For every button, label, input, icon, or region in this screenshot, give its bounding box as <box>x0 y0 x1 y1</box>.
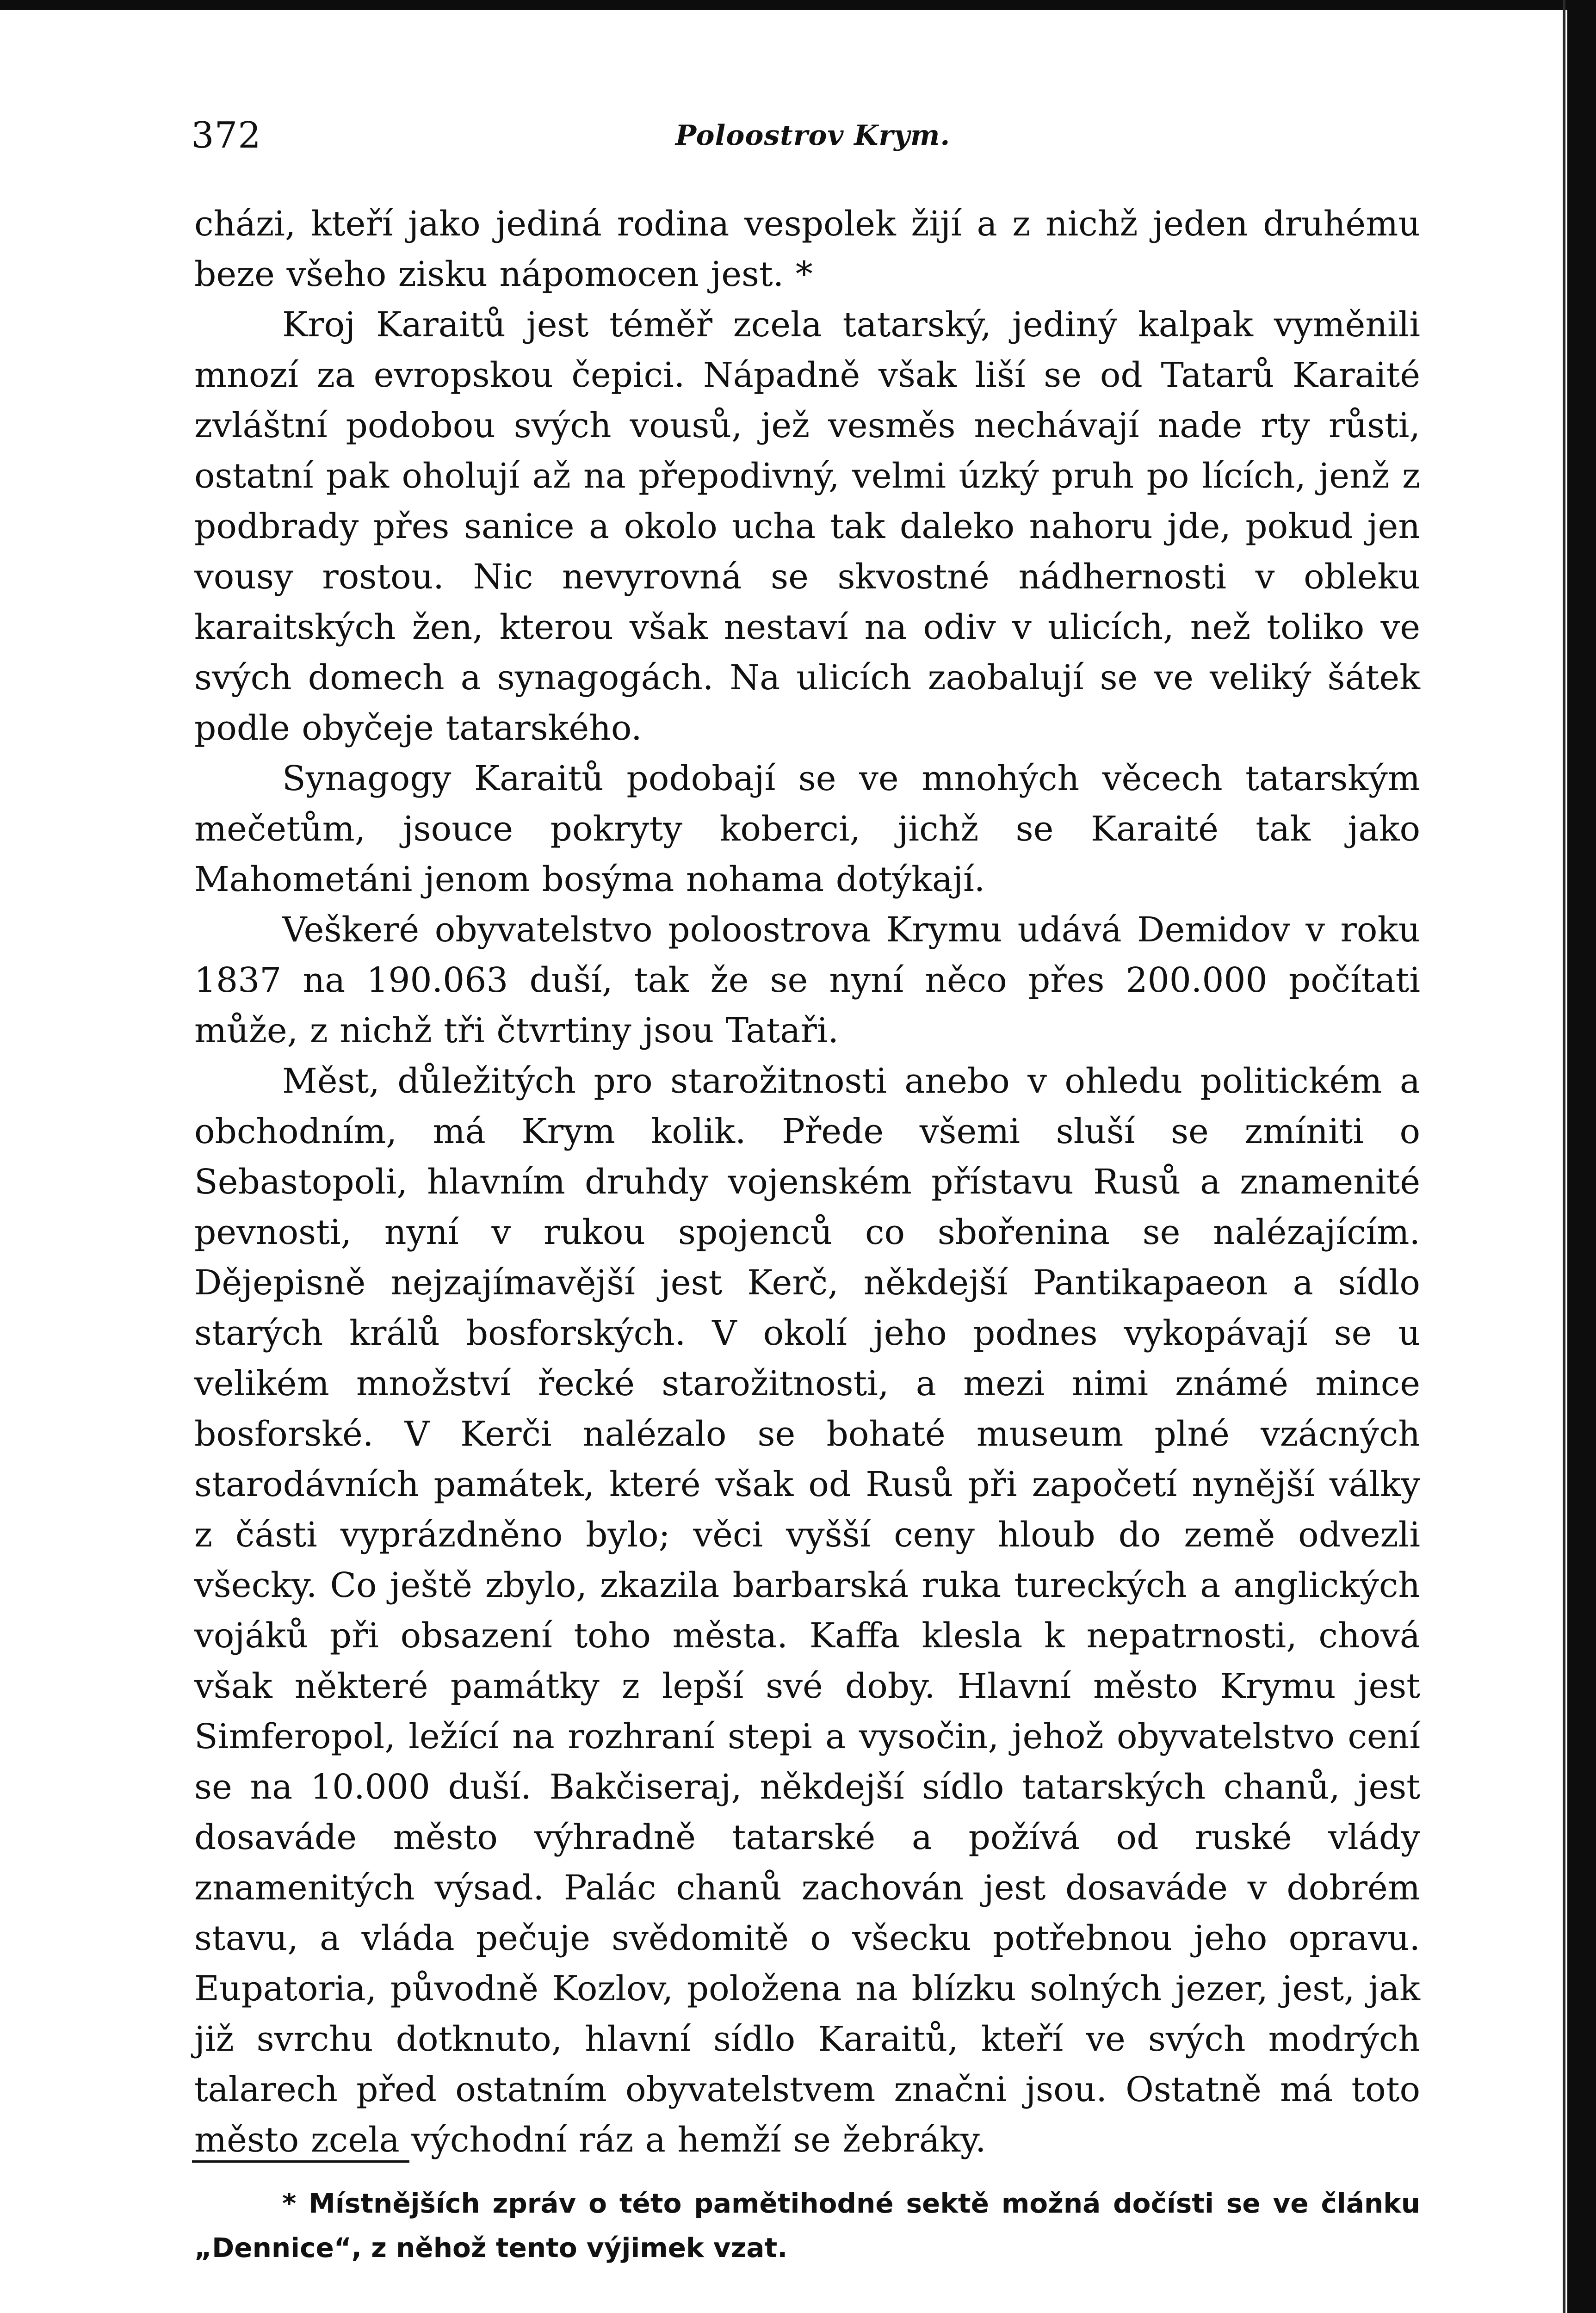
main-text <box>194 199 1420 2165</box>
scan-edge-top <box>0 0 1596 10</box>
footnote <box>194 2181 1420 2270</box>
footnote-divider <box>192 2160 409 2163</box>
footnote-text: * Místnějších zpráv o této pamětihodné sektě možná dočísti se ve článku „Dennice“, z něhož tento výjimek vzat. <box>194 2188 1420 2264</box>
page-number: 372 <box>191 115 261 156</box>
paragraph: Synagogy Karaitů podobají se ve mnohých věcech tatarským mečetům, jsouce pokryty koberci, jichž se Karaité tak jako Mahometáni jenom bosýma nohama dotýkají. <box>194 759 1420 899</box>
paragraph: cházi, kteří jako jediná rodina vespolek žijí a z nichž jeden druhému beze všeho zisku nápomocen jest. * <box>194 204 1420 294</box>
paragraph: Měst, důležitých pro starožitnosti anebo v ohledu politickém a obchodním, má Krym kolik. Přede všemi sluší se zmíniti o Sebastopoli, hlavním druhdy vojenském přístavu Rusů a znamenité pevnosti, nyní v rukou spojenců co sbořenina se nalézajícím. Dějepisně nejzajímavější jest Kerč, někdejší Pantikapaeon a sídlo starých králů bosforských. V okolí jeho podnes vykopávají se u velikém množství řecké starožitnosti, a mezi nimi známé mince bosforské. V Kerči nalézalo se bohaté museum plné vzácných starodávních památek, které však od Rusů při započetí nynější války z části vyprázdněno bylo; věci vyšší ceny hloub do země odvezli všecky. Co ještě zbylo, zkazila barbarská ruka tureckých a anglických vojáků při obsazení toho města. Kaffa klesla k nepatrnosti, chová však některé památky z lepší své doby. Hlavní město Krymu jest Simferopol, ležící na rozhraní stepi a vysočin, jehož obyvatelstvo cení se na 10.000 duší. Bakčiseraj, někdejší sídlo tatarských chanů, jest dosaváde město výhradně tatarské a požívá od ruské vlády znamenitých výsad. Palác chanů zachován jest dosaváde v dobrém stavu, a vláda pečuje svědomitě o všecku potřebnou jeho opravu. Eupatoria, původně Kozlov, položena na blízku solných jezer, jest, jak již svrchu dotknuto, hlavní sídlo Karaitů, kteří ve svých modrých talarech před ostatním obyvatelstvem značni jsou. Ostatně má toto město zcela východní ráz a hemží se žebráky. <box>194 1061 1420 2160</box>
running-title: Poloostrov Krym. <box>675 119 951 152</box>
paragraph: Veškeré obyvatelstvo poloostrova Krymu udává Demidov v roku 1837 na 190.063 duší, tak že se nyní něco přes 200.000 počítati může, z nichž tři čtvrtiny jsou Tataři. <box>194 910 1420 1051</box>
scan-edge-right <box>1567 0 1596 2313</box>
paragraph: Kroj Karaitů jest téměř zcela tatarský, jediný kalpak vyměnili mnozí za evropskou čepici. Nápadně však liší se od Tatarů Karaité zvláštní podobou svých vousů, jež vesměs nechávají nade rty růsti, ostatní pak oholují až na přepodivný, velmi úzký pruh po lících, jenž z podbrady přes sanice a okolo ucha tak daleko nahoru jde, pokud jen vousy rostou. Nic nevyrovná se skvostné nádhernosti v obleku karaitských žen, kterou však nestaví na odiv v ulicích, než toliko ve svých domech a synagogách. Na ulicích zaobalují se ve veliký šátek podle obyčeje tatarského. <box>194 305 1420 748</box>
